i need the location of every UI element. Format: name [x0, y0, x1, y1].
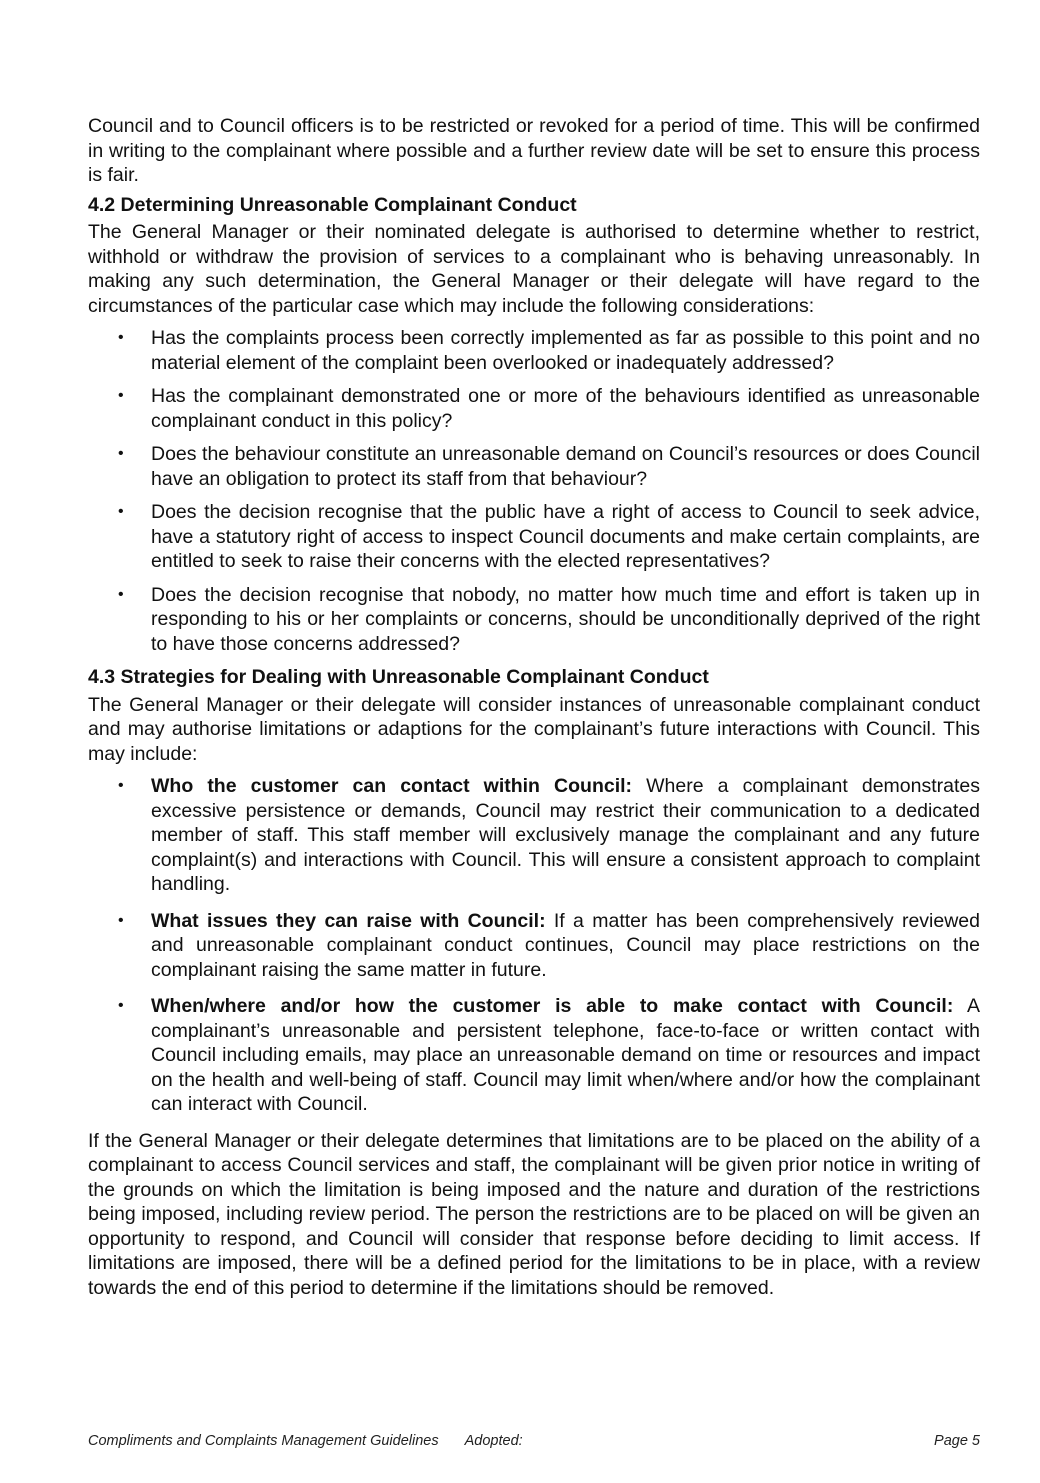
closing-paragraph: If the General Manager or their delegate determines that limitations are to be placed on the ability of a complainant to access Council services and staff, the complainant will be given prior notice in writing of the grounds on which the limitation is being imposed and the nature and duration of the restrictions being imposed, including review period. The person the restrictions are to be placed on will be given an opportunity to respond, and Council will consider that response before deciding to limit access. If limitations are imposed, there will be a defined period for the limitations to be in place, with a review towards the end of this period to determine if the limitations should be removed. [88, 1129, 980, 1299]
bullet-icon: • [118, 387, 124, 404]
section-4-3-body: The General Manager or their delegate will consider instances of unreasonable complainant conduct and may authorise limitations or adaptions for the complainant’s future interactions with Council. This may include: [88, 693, 980, 765]
list-item [88, 500, 980, 574]
bullet-icon: • [118, 911, 124, 929]
footer-adopted: Adopted: [464, 1433, 523, 1449]
section-4-2-heading: 4.2 Determining Unreasonable Complainant Conduct [88, 193, 577, 216]
list-item [88, 774, 980, 897]
list-item [88, 994, 980, 1117]
list-item [88, 909, 980, 983]
list-item [88, 442, 980, 491]
bullet-icon: • [118, 503, 124, 520]
list-item-text: Has the complainant demonstrated one or more of the behaviours identified as unreasonable complainant conduct in this policy? [151, 385, 980, 432]
list-item [88, 326, 980, 375]
bullet-icon: • [118, 445, 124, 462]
list-item-text: Has the complaints process been correctly implemented as far as possible to this point and no material element of the complaint been overlooked or inadequately addressed? [151, 327, 980, 374]
strategy-label: When/where and/or how the customer is able to make contact with Council: [151, 995, 954, 1017]
strategies-list [88, 774, 980, 1117]
section-4-3-heading: 4.3 Strategies for Dealing with Unreasonable Complainant Conduct [88, 666, 709, 688]
bullet-icon: • [118, 585, 124, 603]
list-item-text: Does the behaviour constitute an unreasonable demand on Council’s resources or does Council have an obligation to protect its staff from that behaviour? [151, 443, 980, 490]
list-item-text: Does the decision recognise that nobody, no matter how much time and effort is taken up in responding to his or her complaints or concerns, should be unconditionally deprived of the right to have those concerns addressed? [151, 583, 980, 655]
page-content [88, 114, 980, 1300]
intro-paragraph: Council and to Council officers is to be restricted or revoked for a period of time. This will be confirmed in writing to the complainant where possible and a further review date will be set to ensure this process is fair. [88, 115, 980, 186]
section-4-2-body: The General Manager or their nominated delegate is authorised to determine whether to restrict, withhold or withdraw the provision of services to a complainant who is behaving unreasonably. In making any such determination, the General Manager or their delegate will have regard to the circumstances of the particular case which may include the following considerations: [88, 221, 980, 317]
strategy-text: A complainant’s unreasonable and persistent telephone, face-to-face or written contact with Council including emails, may place an unreasonable demand on time or resources and impact on the health and well-being of staff. Council may limit when/where and/or how the complainant can interact with Council. [151, 995, 981, 1115]
strategy-label: Who the customer can contact within Council: [151, 775, 633, 797]
strategy-text: If a matter has been comprehensively reviewed and unreasonable complainant conduct continues, Council may place restrictions on the complainant raising the same matter in future. [151, 909, 980, 981]
bullet-icon: • [118, 997, 124, 1014]
footer-document-title: Compliments and Complaints Management Guidelines [88, 1433, 439, 1449]
list-item-text: Does the decision recognise that the public have a right of access to Council to seek advice, have a statutory right of access to inspect Council documents and make certain complaints, are entitled to seek to raise their concerns with the elected representatives? [151, 501, 980, 572]
list-item [88, 583, 980, 657]
page-footer [88, 1431, 980, 1451]
considerations-list [88, 326, 980, 656]
footer-page-number: Page 5 [934, 1433, 980, 1449]
bullet-icon: • [118, 329, 124, 346]
list-item [88, 384, 980, 433]
strategy-label: What issues they can raise with Council: [151, 909, 546, 932]
strategy-text: Where a complainant demonstrates excessive persistence or demands, Council may restrict their communication to a dedicated member of staff. This staff member will exclusively manage the complainant and any future complaint(s) and interactions with Council. This will ensure a consistent approach to complaint handling. [151, 775, 980, 895]
bullet-icon: • [118, 777, 124, 794]
